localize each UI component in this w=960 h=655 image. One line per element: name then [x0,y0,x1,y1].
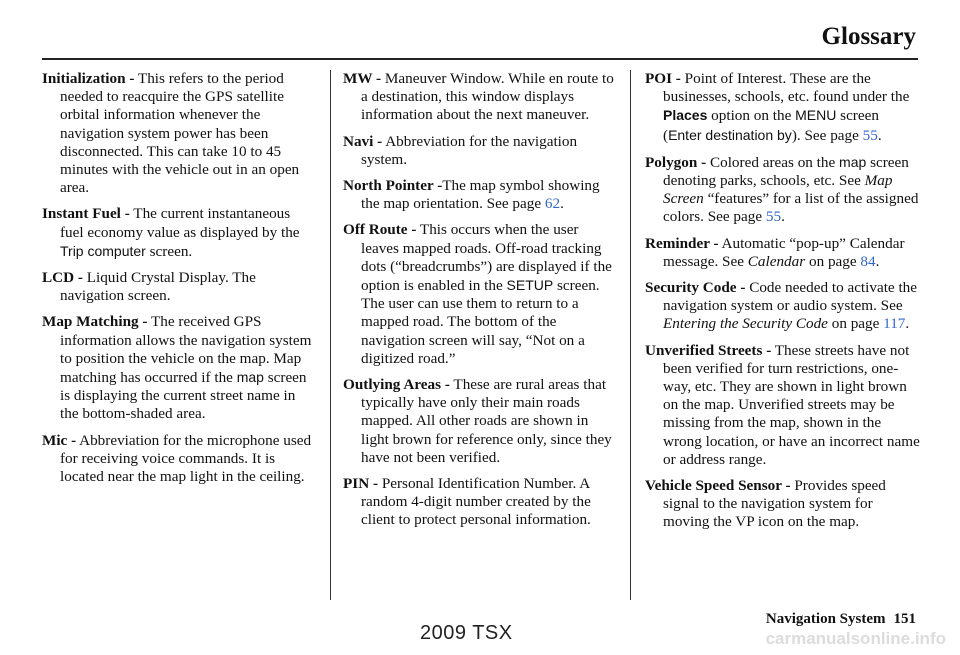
definition: screen. [145,242,193,260]
entry-off-route [343,221,618,368]
term: LCD - [42,269,83,287]
definition: ). See page [791,126,863,144]
punctuation: . [560,195,564,213]
definition: The map symbol showing the map orientation. See page [361,177,600,213]
page-link[interactable]: 117 [883,315,906,333]
definition: “features” for a list of the assigned colors. See page [663,190,919,226]
ui-label: map [236,369,264,386]
definition: This occurs when the user leaves mapped roads. Off-road tracking dots (“breadcrumbs”) are displayed if the option is enabled in the [361,221,612,295]
definition: on page [805,252,861,270]
punctuation: . [875,252,880,270]
ui-label: MENU [795,107,837,124]
model-label: 2009 TSX [420,622,513,644]
entry-north-pointer [343,177,618,213]
entry-navi [343,133,618,169]
definition: Code needed to activate the navigation system or audio system. See [663,279,918,315]
term: POI - [645,70,681,87]
term: Map Matching - [42,313,148,331]
term: North Pointer - [343,177,443,195]
page-footer [766,611,916,628]
page-number: 151 [893,611,916,627]
ui-label: Enter destination by [668,126,792,143]
definition: screen is displaying the current street name in the bottom-shaded area. [60,369,307,423]
page-title: Glossary [821,23,916,50]
entry-polygon [645,153,920,227]
definition: screen. The user can use them to return to a mapped road. The bottom of the navigation screen will say, “Not on a digitized road.” [361,277,600,367]
glossary-column-3 [645,70,920,540]
glossary-column-1 [42,70,317,494]
definition: Colored areas on the [706,153,840,171]
definition: option on the [707,107,796,125]
definition: Abbreviation for the microphone used for receiving voice commands. It is located near the map light in the ceiling. [60,431,312,486]
punctuation: . [905,315,910,333]
watermark: carmanualsonline.info [765,629,946,648]
ui-label: map [839,153,867,170]
term: Instant Fuel - [42,205,130,223]
term: Off Route - [343,221,417,239]
ui-label: Trip computer [60,242,146,259]
reference-title: Calendar [747,252,806,270]
definition: These are rural areas that typically have only their main roads mapped. All other roads are shown in light brown for reference only, since they have not been verified. [361,376,612,466]
entry-instant-fuel [42,205,317,261]
reference-title: Map Screen [663,172,893,208]
definition: The current instantaneous fuel economy value as displayed by the [60,205,300,241]
header-rule [42,58,918,60]
entry-vehicle-speed-sensor [645,477,920,532]
definition: on page [827,315,884,333]
entry-initialization [42,70,317,197]
punctuation: . [877,126,882,144]
definition: Maneuver Window. While en route to a destination, this window displays information about the next maneuver. [361,70,614,124]
term: Mic - [42,431,77,449]
term: Polygon - [645,153,707,171]
definition: Abbreviation for the navigation system. [361,132,578,168]
definition: Automatic “pop-up” Calendar message. See [663,234,905,270]
definition: screen ( [663,107,879,144]
entry-reminder [645,235,920,271]
ui-label: Places [663,107,708,124]
term: Vehicle Speed Sensor - [645,477,791,495]
term: Unverified Streets - [645,341,772,359]
entry-mw [343,70,618,125]
definition: Provides speed signal to the navigation system for moving the VP icon on the map. [663,477,886,531]
page-link[interactable]: 84 [860,252,876,270]
term: Security Code - [645,279,746,297]
column-divider [330,70,331,600]
page-link[interactable]: 62 [544,195,561,213]
definition: This refers to the period needed to reacquire the GPS satellite orbital information whenever the navigation system power has been disconnected. This can take 10 to 45 minutes with the vehicle out in an open area. [60,70,300,197]
entry-pin [343,475,618,530]
definition: Point of Interest. These are the businesses, schools, etc. found under the [663,70,910,106]
definition: These streets have not been verified for turn restrictions, one-way, etc. They are shown in light brown on the map. Unverified streets may be missing from the map, shown in the wrong location, or have an incorrect name or address range. [663,341,920,468]
term: MW - [343,70,382,87]
term: Reminder - [645,234,719,252]
column-divider [630,70,631,600]
entry-lcd [42,269,317,305]
entry-unverified-streets [645,342,920,469]
definition: screen denoting parks, schools, etc. See [663,153,909,190]
punctuation: . [781,208,785,226]
term: Initialization - [42,70,135,87]
definition: The received GPS information allows the navigation system to position the vehicle on the map. Map matching has occurred if the [60,313,312,387]
footer-system-name: Navigation System [765,611,886,627]
reference-title: Entering the Security Code [663,315,828,333]
entry-mic [42,432,317,487]
entry-map-matching [42,313,317,423]
page-link[interactable]: 55 [862,126,878,144]
glossary-column-2 [343,70,618,538]
term: PIN - [343,475,379,493]
page-link[interactable]: 55 [765,208,782,226]
entry-security-code [645,279,920,334]
term: Outlying Areas - [343,376,450,394]
definition: Liquid Crystal Display. The navigation screen. [60,269,256,305]
term: Navi - [343,132,383,150]
ui-label: SETUP [506,277,554,294]
entry-outlying-areas [343,376,618,467]
entry-poi [645,70,920,145]
definition: Personal Identification Number. A random 4-digit number created by the client to protect personal information. [361,475,591,529]
